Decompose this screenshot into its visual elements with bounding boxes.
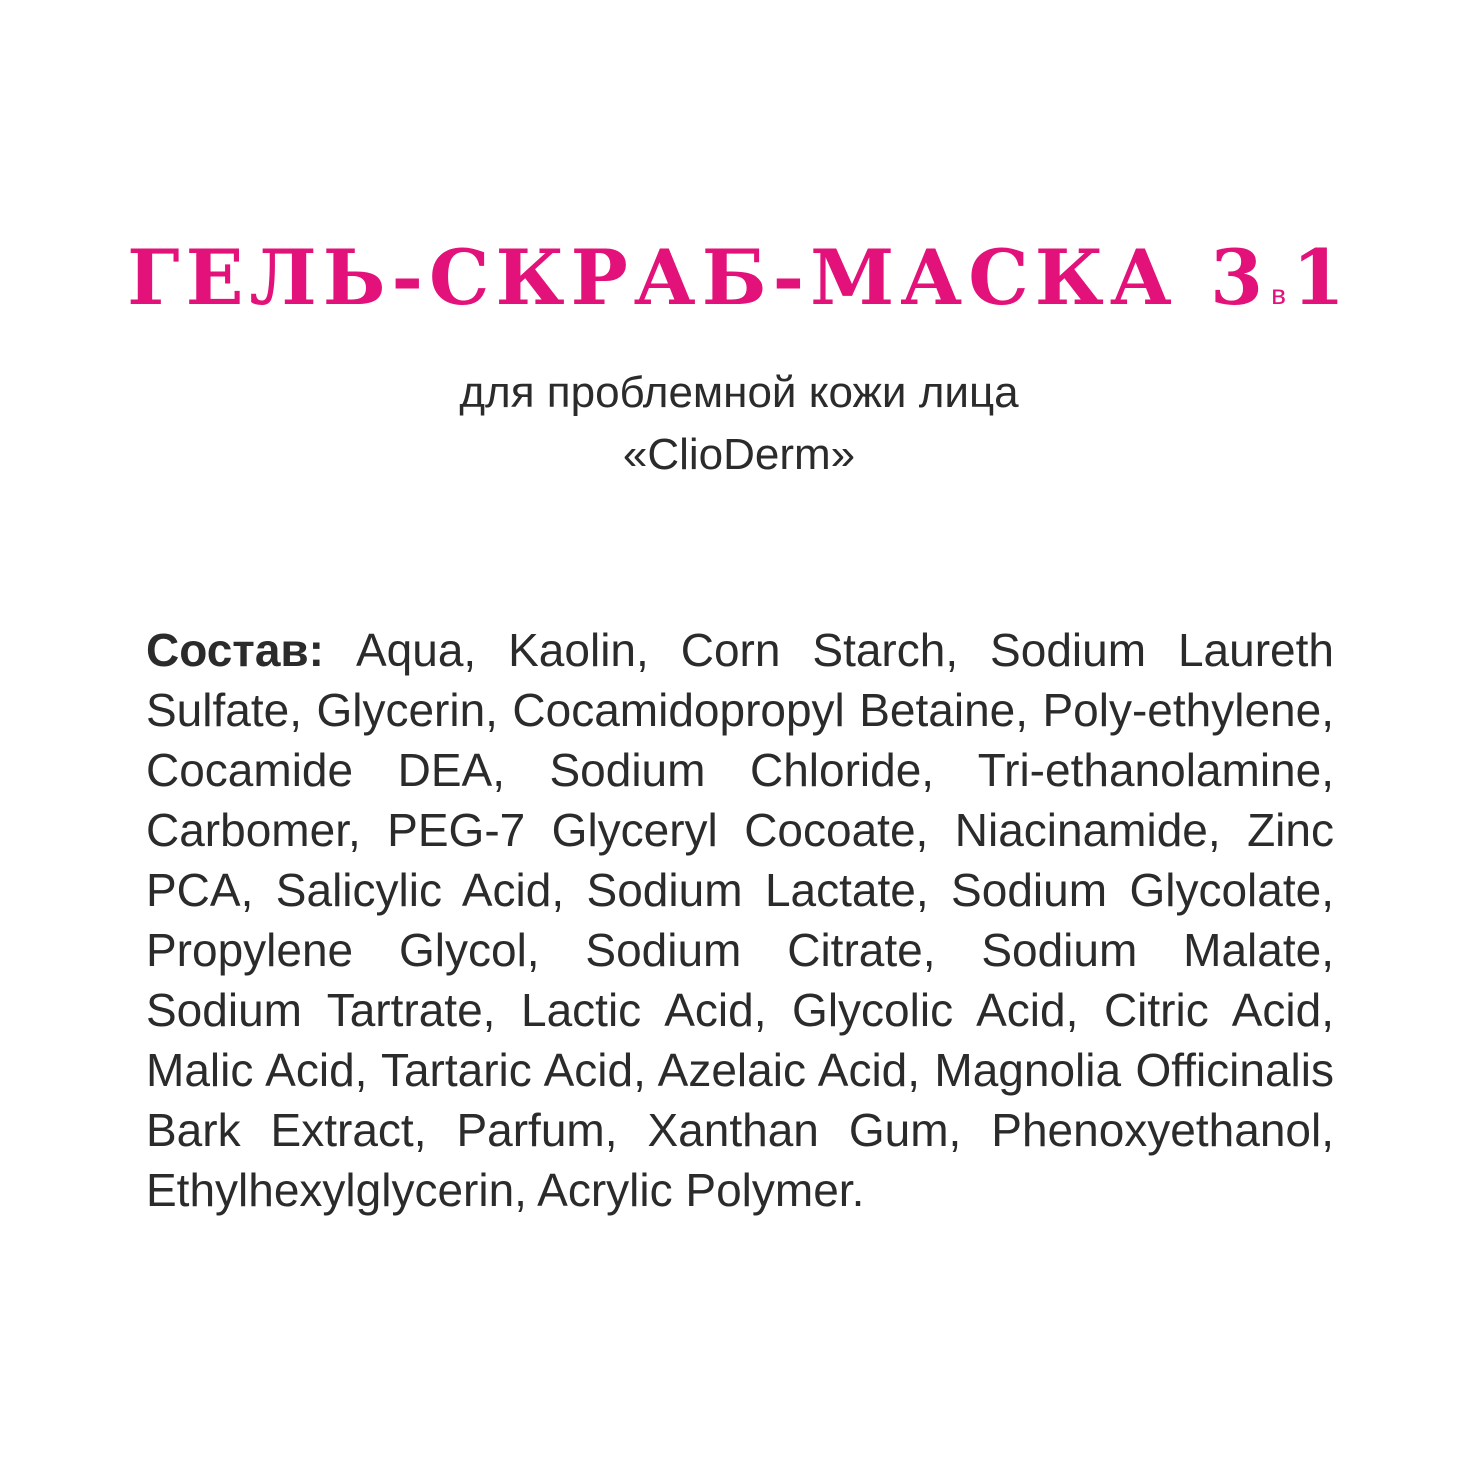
- product-title-connector: в: [1271, 279, 1286, 310]
- ingredients-block: [146, 620, 1334, 1220]
- product-subtitle: [0, 362, 1478, 486]
- product-title-main: ГЕЛЬ-СКРАБ-МАСКА 3: [127, 233, 1270, 322]
- subtitle-purpose: для проблемной кожи лица: [459, 368, 1019, 417]
- ingredients-label: Состав:: [146, 624, 325, 676]
- ingredients-list: Aqua, Kaolin, Corn Starch, Sodium Laureth Sulfate, Glycerin, Cocamidopropyl Betaine, Poly-ethylene, Cocamide DEA, Sodium Chloride, Tri-ethanolamine, Carbomer, PEG-7 Glyceryl Cocoate, Niacinamide, Zinc PCA, Salicylic Acid, Sodium Lactate, Sodium Glycolate, Propylene Glycol, Sodium Citrate, Sodium Malate, Sodium Tartrate, Lactic Acid, Glycolic Acid, Citric Acid, Malic Acid, Tartaric Acid, Azelaic Acid, Magnolia Officinalis Bark Extract, Parfum, Xanthan Gum, Phenoxyethanol, Ethylhexylglycerin, Acrylic Polymer.: [146, 624, 1334, 1216]
- product-title: [0, 233, 1478, 322]
- subtitle-brand: «ClioDerm»: [622, 430, 856, 479]
- product-title-end: 1: [1291, 233, 1351, 322]
